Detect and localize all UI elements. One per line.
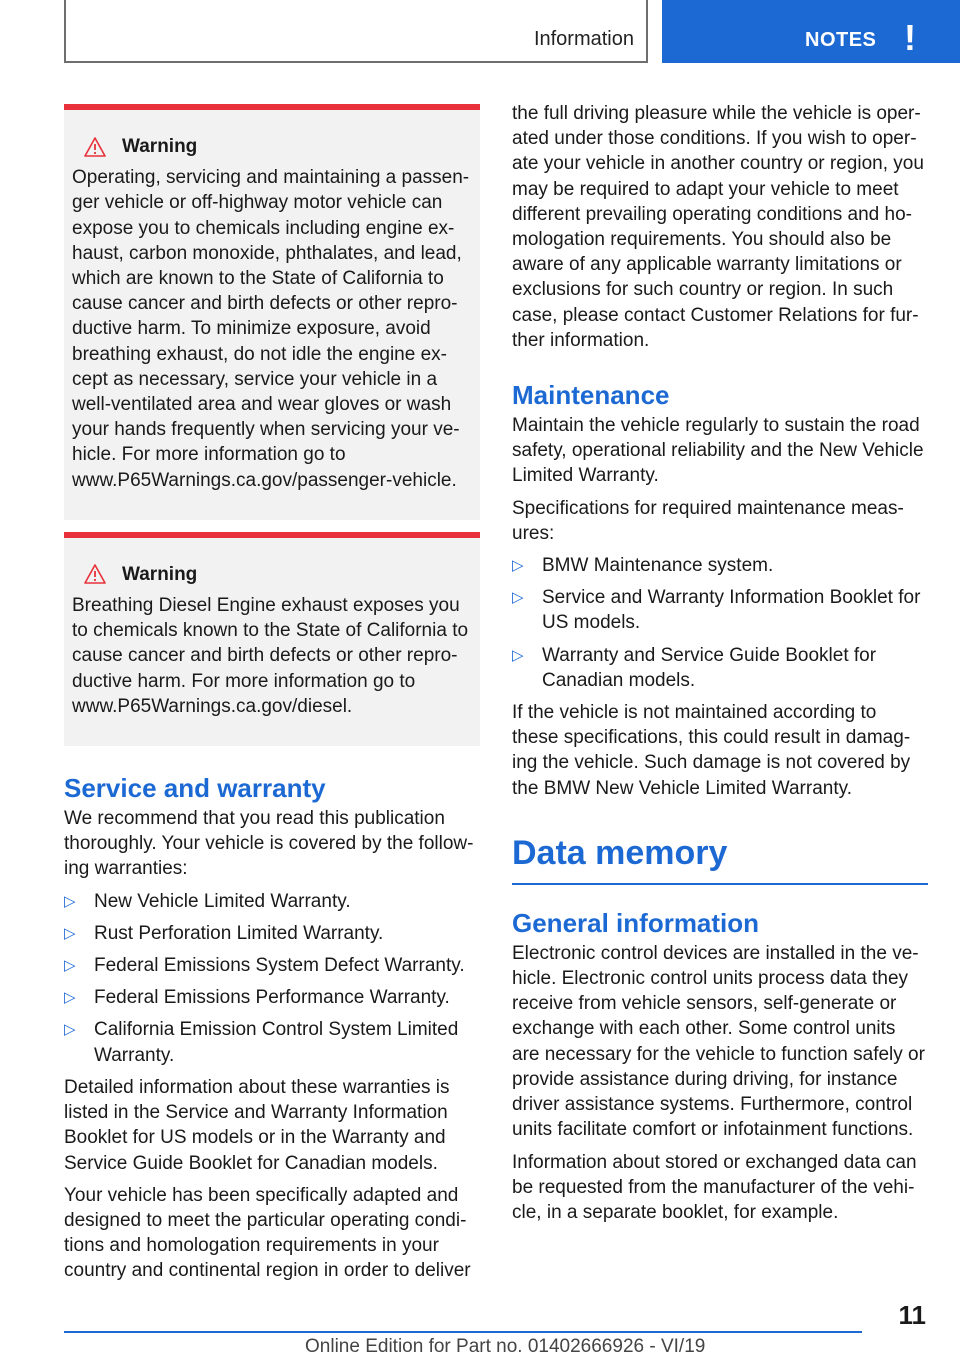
list-item: ▷ Warranty and Service Guide Booklet for Canadian models. (512, 644, 877, 691)
list-item: ▷ Federal Emissions System Defect Warranty. (64, 953, 480, 978)
warranty-detail: Detailed information about these warranties is listed in the Service and Warranty Information Booklet for US models or in the Warranty and Service Guide Booklet for Canadian models. (64, 1076, 450, 1174)
exclamation-icon: ! (904, 17, 916, 58)
triangle-bullet-icon: ▷ (64, 957, 76, 975)
warning-triangle-icon (84, 137, 106, 157)
warning-body: Breathing Diesel Engine exhaust exposes you to chemicals known to the State of California to cause cancer and birth defects or other reproductive harm. For more information go to www.P65Warnings.ca.gov/diesel. (72, 595, 469, 717)
notes-tab (662, 0, 960, 63)
maintenance-intro: Maintain the vehicle regularly to sustain the road safety, operational reliability and the New Vehicle Limited Warranty. (512, 415, 924, 487)
warning-title (72, 134, 472, 159)
triangle-bullet-icon: ▷ (512, 646, 524, 664)
header-section-title: Information (533, 28, 634, 50)
warning-box (64, 104, 480, 520)
list-item: ▷ Service and Warranty Information Booklet for US models. (512, 587, 921, 634)
data-memory-paragraph: Information about stored or exchanged data can be requested from the manufacturer of the vehicle, in a separate booklet, for example. (512, 1151, 917, 1223)
data-memory-heading: Data memory (512, 831, 928, 885)
triangle-bullet-icon: ▷ (64, 924, 76, 942)
general-information-heading: General information (512, 907, 760, 938)
page-number: 11 (898, 1300, 926, 1330)
warning-title-text: Warning (122, 563, 198, 585)
triangle-bullet-icon: ▷ (64, 1021, 76, 1039)
maintenance-heading: Maintenance (512, 380, 670, 411)
warning-body: Operating, servicing and maintaining a passenger vehicle or off-highway motor vehicle can expose you to chemicals including engine exhaust, carbon monoxide, phthalates, and lead, which are known to the State of California to cause cancer and birth defects or other reproductive harm. To minimize exposure, avoid breathing exhaust, do not idle the engine except as necessary, service your vehicle in a well-ventilated area and wear gloves or wash your hands frequently when servicing your vehicle. For more information go to www.P65Warnings.ca.gov/passenger-vehicle. (72, 167, 470, 491)
warning-box (64, 532, 480, 746)
notes-tab-label: NOTES (805, 29, 877, 51)
adaptation-text: Your vehicle has been specifically adapted and designed to meet the particular operating conditions and homologation requirements in your country and continental region in order to deliver (64, 1184, 471, 1282)
maintenance-note: If the vehicle is not maintained according to these specifications, this could result in damaging the vehicle. Such damage is not covered by the BMW New Vehicle Limited Warranty. (512, 702, 911, 799)
service-intro: We recommend that you read this publication thoroughly. Your vehicle is covered by the following warranties: (64, 808, 474, 880)
triangle-bullet-icon: ▷ (64, 989, 76, 1007)
maintenance-spec: Specifications for required maintenance measures: (512, 497, 904, 544)
triangle-bullet-icon: ▷ (512, 557, 524, 575)
adaptation-continued: the full driving pleasure while the vehicle is operated under those conditions. If you wish to operate your vehicle in another country or region, you may be required to adapt your vehicle to meet different prevailing operating conditions and homologation requirements. You should also be aware of any applicable warranty limitations or exclusions for such country or region. In such case, please contact Customer Relations for further information. (512, 103, 924, 351)
footer-divider (64, 1331, 862, 1333)
list-item: ▷ BMW Maintenance system. (512, 553, 928, 578)
list-item: ▷ New Vehicle Limited Warranty. (64, 889, 480, 914)
list-item: ▷ California Emission Control System Limited Warranty. (64, 1019, 459, 1066)
data-memory-paragraph: Electronic control devices are installed in the vehicle. Electronic control units process data they receive from vehicle sensors, self-generate or exchange with each other. Some control units are necessary for the vehicle to function safely or provide assistance during driving, for instance driver assistance systems. Furthermore, control units facilitate comfort or infotainment functions. (512, 942, 925, 1141)
warning-title (72, 562, 472, 587)
warning-triangle-icon (84, 564, 106, 584)
triangle-bullet-icon: ▷ (512, 589, 524, 607)
edition-footer: Online Edition for Part no. 01402666926 - VI/19 (305, 1336, 706, 1357)
header-frame (64, 0, 648, 63)
list-item: ▷ Federal Emissions Performance Warranty. (64, 985, 480, 1010)
list-item: ▷ Rust Perforation Limited Warranty. (64, 921, 480, 946)
service-warranty-heading: Service and warranty (64, 773, 326, 804)
left-column (64, 104, 480, 1291)
warning-title-text: Warning (122, 136, 198, 157)
triangle-bullet-icon: ▷ (64, 892, 76, 910)
warranty-list (64, 889, 480, 1068)
maintenance-list (512, 553, 928, 693)
right-column (512, 101, 928, 1232)
